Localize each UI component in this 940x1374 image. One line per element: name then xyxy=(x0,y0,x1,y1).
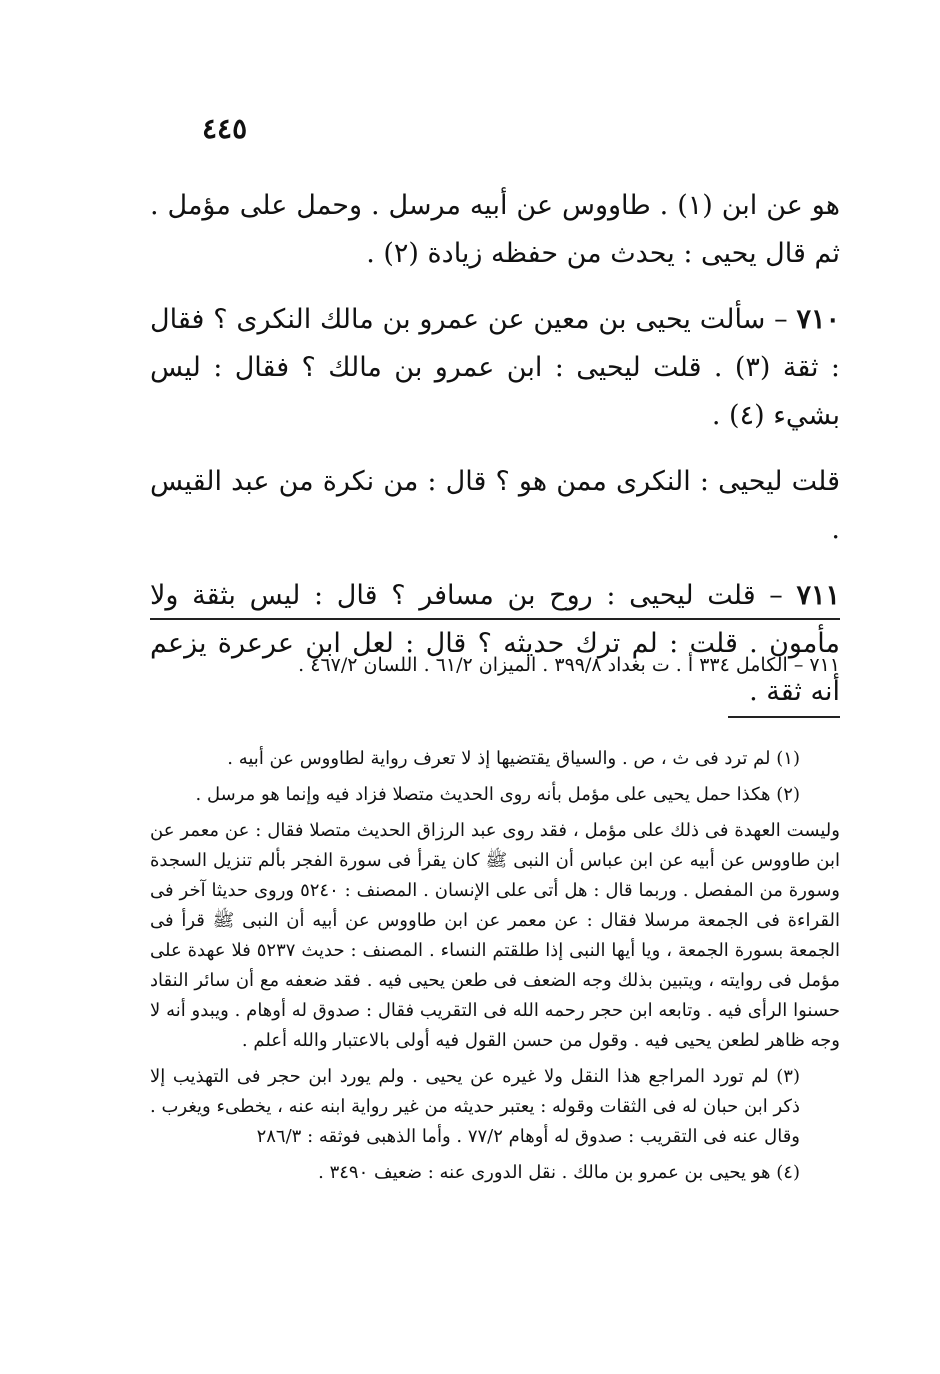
entry-710-number: ٧١٠ xyxy=(796,304,840,335)
continuation-paragraph: هو عن ابن (١) . طاووس عن أبيه مرسل . وحمل على مؤمل . ثم قال يحيى : يحدث من حفظه زيادة (٢) . xyxy=(150,190,840,269)
footnote-1: (١) لم ترد فى ث ، ص . والسياق يقتضيها إذ لا تعرف رواية لطاووس عن أبيه . xyxy=(227,748,800,769)
source-reference: ٧١١ – الكامل ٣٣٤ أ . ت بغداد ٣٩٩/٨ . الميزان ٦١/٢ . اللسان ٤٦٧/٢ . xyxy=(298,654,840,676)
footnote-divider xyxy=(728,716,840,718)
entry-710-continuation: قلت ليحيى : النكرى ممن هو ؟ قال : من نكرة من عبد القيس . xyxy=(150,466,840,545)
footnotes xyxy=(150,744,840,1194)
main-divider xyxy=(150,618,840,620)
entry-711-number: ٧١١ xyxy=(796,580,840,611)
entry-711-paragraph xyxy=(150,572,840,716)
entry-710-text: – سألت يحيى بن معين عن عمرو بن مالك النكرى ؟ فقال : ثقة (٣) . قلت ليحيى : ابن عمرو بن مالك ؟ فقال : ليس بشيء (٤) . xyxy=(150,304,840,431)
entry-710-paragraph xyxy=(150,296,840,440)
footnote-2: (٢) هكذا حمل يحيى على مؤمل بأنه روى الحديث متصلا فزاد فيه وإنما هو مرسل . xyxy=(195,784,800,805)
footnote-2-continuation: وليست العهدة فى ذلك على مؤمل ، فقد روى عبد الرزاق الحديث متصلا فقال : عن معمر عن ابن طاووس عن أبيه عن ابن عباس أن النبى ﷺ كان يقرأ فى سورة الفجر بألم تنزيل السجدة وسورة من المفصل . وربما قال : هل أتى على الإنسان . المصنف : ٥٢٤٠ وروى حديثا آخر فى القراءة فى الجمعة مرسلا فقال : عن معمر عن ابن طاووس عن أبيه أن النبى ﷺ قرأ فى الجمعة بسورة الجمعة ، ويا أيها النبى إذا طلقتم النساء . المصنف : حديث ٥٢٣٧ فلا عهدة على مؤمل فى روايته ، ويتبين بذلك وجه الضعف فى طعن يحيى فيه . فقد ضعفه مع أن سائر النقاد حسنوا الرأى فيه . وتابعه ابن حجر رحمه الله فى التقريب فقال : صدوق له أوهام . ويبدو أنه لا وجه ظاهر لطعن يحيى فيه . وقول من حسن القول فيه أولى بالاعتبار والله أعلم . xyxy=(150,820,840,1051)
footnote-4: (٤) هو يحيى بن عمرو بن مالك . نقل الدورى عنه : ضعيف ٣٤٩٠ . xyxy=(318,1162,800,1183)
footnote-3: (٣) لم تورد المراجع هذا النقل ولا غيره عن يحيى . ولم يورد ابن حجر فى التهذيب إلا ذكر ابن حبان له فى الثقات وقوله : يعتبر حديثه من غير رواية ابنه عنه ، يخطىء ويغرب . وقال عنه فى التقريب : صدوق له أوهام ٧٧/٢ . وأما الذهبى فوثقه : ٢٨٦/٣ xyxy=(150,1066,800,1147)
page-number: ٤٤٥ xyxy=(202,112,248,145)
entry-711-text: – قلت ليحيى : روح بن مسافر ؟ قال : ليس بثقة ولا مأمون . قلت : لم ترك حديثه ؟ قال : لعل ابن عرعرة يزعم أنه ثقة . xyxy=(150,580,840,707)
